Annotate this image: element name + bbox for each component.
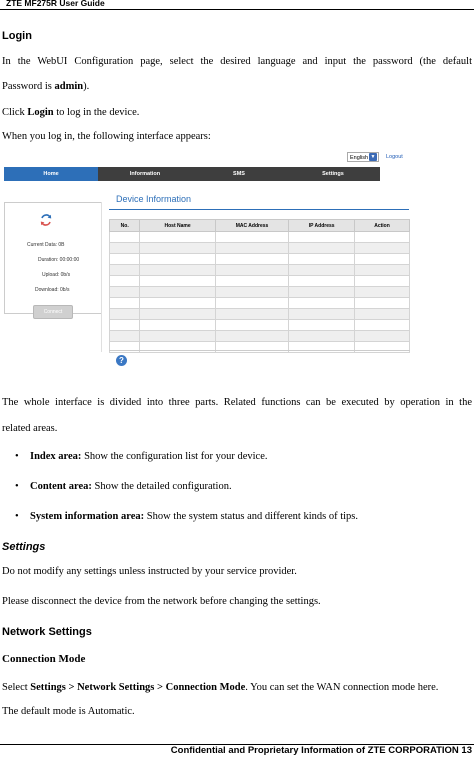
login-paragraph-line2 [2, 81, 89, 92]
table-row [110, 320, 410, 331]
bullet-desc: Show the configuration list for your device. [81, 451, 268, 462]
webui-screenshot [3, 150, 471, 375]
divider [109, 209, 409, 210]
connection-paragraph-2: The default mode is Automatic. [2, 706, 135, 717]
text-run: Click [2, 107, 28, 118]
status-panel [4, 202, 102, 314]
page-header [0, 0, 474, 10]
table-row [110, 243, 410, 254]
divider [109, 350, 410, 351]
connect-button[interactable]: Connect [33, 305, 73, 319]
table-row [110, 309, 410, 320]
header-title: ZTE MF275R User Guide [6, 0, 105, 8]
table-row [110, 254, 410, 265]
bullet-term: System information area: [30, 511, 145, 522]
table-row [110, 331, 410, 342]
col-host-name: Host Name [140, 220, 215, 232]
footer-text: Confidential and Proprietary Information of ZTE CORPORATION 13 [170, 745, 472, 756]
bullet-term: Content area: [30, 481, 92, 492]
bullet-icon: • [15, 481, 19, 492]
refresh-icon [39, 213, 53, 227]
text-run: to log in the device. [53, 107, 140, 118]
page-footer [0, 744, 474, 758]
login-heading: Login [2, 30, 32, 42]
nav-settings[interactable]: Settings [322, 171, 344, 177]
bullet-system-info-area [30, 511, 358, 522]
text-run: Password is [2, 81, 55, 92]
bullet-index-area [30, 451, 267, 462]
bullet-icon: • [15, 451, 19, 462]
parts-paragraph-line2: related areas. [2, 423, 58, 434]
menu-path: Settings > Network Settings > Connection Mode [30, 682, 246, 693]
nav-sms[interactable]: SMS [233, 171, 245, 177]
table-row [110, 232, 410, 243]
password-value: admin [54, 81, 84, 92]
col-ip-address: IP Address [289, 220, 355, 232]
connection-paragraph-1 [2, 682, 438, 693]
bullet-desc: Show the system status and different kinds of tips. [144, 511, 358, 522]
text-run: Select [2, 682, 31, 693]
device-info-title: Device Information [116, 194, 192, 204]
duration: Duration: 00:00:00 [38, 257, 80, 263]
table-row [110, 265, 410, 276]
main-nav [4, 167, 380, 181]
settings-paragraph-2: Please disconnect the device from the network before changing the settings. [2, 596, 321, 607]
help-icon[interactable]: ? [116, 355, 127, 366]
table-row [110, 298, 410, 309]
table-row [110, 276, 410, 287]
interface-intro: When you log in, the following interface appears: [2, 131, 211, 142]
nav-home[interactable]: Home [4, 167, 98, 181]
connection-mode-heading: Connection Mode [2, 653, 86, 665]
bullet-content-area [30, 481, 232, 492]
device-table [109, 219, 410, 353]
download-rate: Download: 0b/s [35, 287, 70, 293]
current-data: Current Data: 0B [27, 242, 65, 248]
chevron-down-icon[interactable]: ▼ [370, 154, 376, 160]
login-term: Login [27, 107, 54, 118]
settings-heading: Settings [2, 541, 46, 553]
logout-link[interactable]: Logout [386, 154, 403, 160]
upload-rate: Upload: 0b/s [42, 272, 71, 278]
nav-information[interactable]: Information [129, 171, 161, 177]
bullet-term: Index area: [30, 451, 82, 462]
network-settings-heading: Network Settings [2, 626, 92, 638]
login-paragraph-line1: In the WebUI Configuration page, select the desired language and input the password (the default [2, 56, 472, 67]
parts-paragraph-line1: The whole interface is divided into three parts. Related functions can be executed by operation in the [2, 397, 472, 408]
login-instruction [2, 107, 139, 118]
text-run: . You can set the WAN connection mode here. [245, 682, 439, 693]
settings-paragraph-1: Do not modify any settings unless instructed by your service provider. [2, 566, 297, 577]
divider [101, 202, 102, 352]
language-select[interactable]: English [347, 152, 379, 162]
bullet-icon: • [15, 511, 19, 522]
table-row [110, 287, 410, 298]
col-no: No. [110, 220, 140, 232]
bullet-desc: Show the detailed configuration. [91, 481, 232, 492]
text-run: ). [83, 81, 90, 92]
col-action: Action [355, 220, 410, 232]
col-mac-address: MAC Address [215, 220, 289, 232]
